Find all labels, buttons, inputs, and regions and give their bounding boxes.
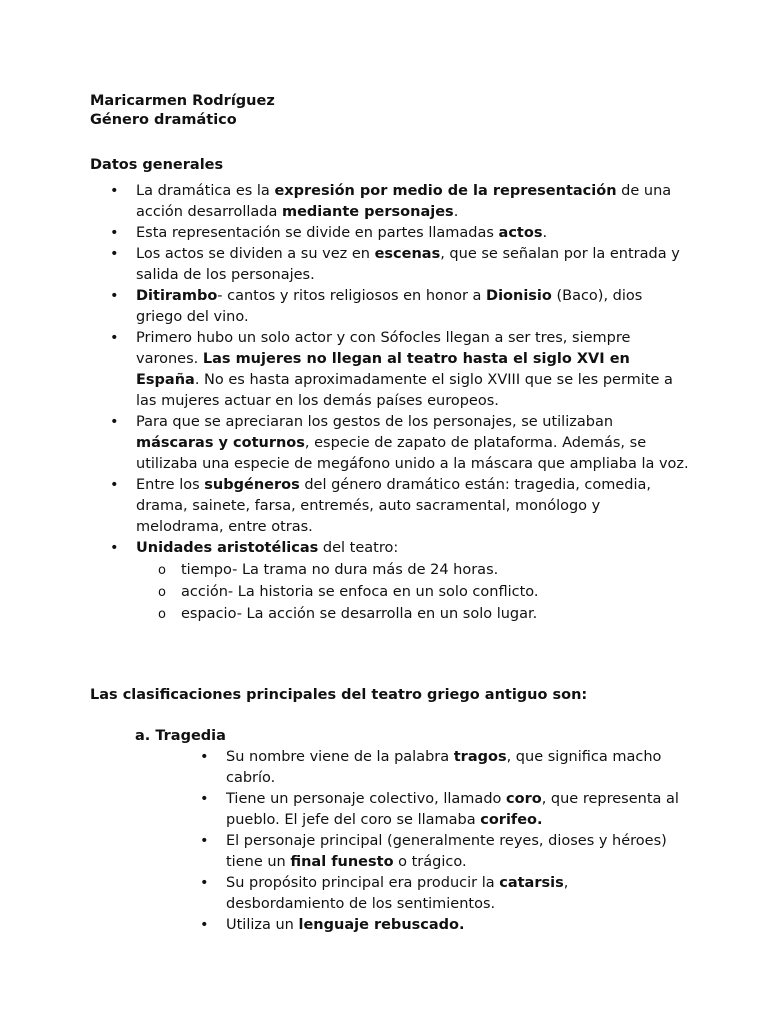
bullet-icon: • [110, 246, 119, 262]
list-item [90, 286, 690, 328]
text-run: El personaje principal (generalmente reyes, dioses y héroes) tiene un [226, 833, 667, 870]
bold-text: lenguaje rebuscado. [298, 917, 465, 933]
section-heading-general: Datos generales [90, 157, 224, 173]
tragedy-bullet-list [180, 747, 680, 936]
bullet-icon: • [200, 833, 209, 849]
bullet-icon: • [110, 183, 119, 199]
bullet-icon: o [158, 607, 166, 622]
text-run: Su propósito principal era producir la [226, 875, 500, 891]
list-item [90, 244, 690, 286]
document-subject: Género dramático [90, 112, 237, 128]
list-item [90, 223, 690, 244]
bullet-icon: • [200, 917, 209, 933]
bold-text: Ditirambo [136, 288, 218, 304]
text-run: . [542, 225, 548, 241]
bullet-icon: • [110, 540, 119, 556]
sub-list-item [136, 560, 690, 581]
author-name: Maricarmen Rodríguez [90, 93, 275, 109]
bold-text: coro [506, 791, 542, 807]
sub-list-item [136, 604, 690, 625]
bold-text: catarsis [499, 875, 564, 891]
bullet-icon: • [110, 330, 119, 346]
bold-text: escenas [374, 246, 441, 262]
text-run: . [453, 204, 459, 220]
list-item [180, 831, 680, 873]
subsection-heading-tragedy: a. Tragedia [135, 728, 226, 744]
bold-text: Unidades aristotélicas [136, 540, 319, 556]
bold-text: mediante personajes [281, 204, 454, 220]
text-run: Entre los [136, 477, 205, 493]
text-run: , que se señalan por la entrada y salida de los personajes. [136, 246, 680, 283]
list-item [90, 412, 690, 475]
text-run: Para que se apreciaran los gestos de los personajes, se utilizaban [136, 414, 614, 430]
bullet-icon: • [110, 414, 119, 430]
unity-text: acción- La historia se enfoca en un solo conflicto. [181, 584, 539, 600]
list-item [90, 328, 690, 412]
unities-sub-list [136, 560, 690, 625]
text-run: Los actos se dividen a su vez en [136, 246, 375, 262]
unity-text: tiempo- La trama no dura más de 24 horas. [181, 562, 499, 578]
bullet-icon: • [110, 225, 119, 241]
text-run: La dramática es la [136, 183, 275, 199]
general-bullet-list [90, 181, 690, 625]
unity-text: espacio- La acción se desarrolla en un solo lugar. [181, 606, 538, 622]
bold-text: corifeo. [480, 812, 543, 828]
bullet-icon: • [200, 749, 209, 765]
section-heading-classifications: Las clasificaciones principales del teatro griego antiguo son: [90, 687, 588, 703]
bullet-icon: • [200, 875, 209, 891]
text-run: , especie de zapato de plataforma. Además, se utilizaba una especie de megáfono unido a la máscara que ampliaba la voz. [136, 435, 689, 472]
text-run: , desbordamiento de los sentimientos. [226, 875, 569, 912]
text-run: del género dramático están: tragedia, comedia, drama, sainete, farsa, entremés, auto sacramental, monólogo y melodrama, entre otras. [136, 477, 652, 535]
bold-text: Dionisio [486, 288, 552, 304]
bold-text: expresión por medio de la representación [274, 183, 617, 199]
list-item [180, 747, 680, 789]
list-item [180, 873, 680, 915]
bold-text: subgéneros [204, 477, 300, 493]
text-run: Tiene un personaje colectivo, llamado [226, 791, 507, 807]
text-run: de una acción desarrollada [136, 183, 672, 220]
text-run: Su nombre viene de la palabra [226, 749, 454, 765]
text-run: , que representa al pueblo. El jefe del coro se llamaba [226, 791, 679, 828]
text-run: Utiliza un [226, 917, 299, 933]
text-run: Primero hubo un solo actor y con Sófocles llegan a ser tres, siempre varones. [136, 330, 631, 367]
bullet-icon: o [158, 563, 166, 578]
bullet-icon: • [110, 477, 119, 493]
bold-text: actos [498, 225, 543, 241]
text-run: del teatro: [318, 540, 399, 556]
bullet-icon: • [110, 288, 119, 304]
text-run: (Baco), dios griego del vino. [136, 288, 643, 325]
text-run: , que significa macho cabrío. [226, 749, 662, 786]
list-item [180, 789, 680, 831]
bold-text: Las mujeres no llegan al teatro hasta el siglo XVI en España [136, 351, 630, 388]
bullet-icon: • [200, 791, 209, 807]
bold-text: tragos [453, 749, 507, 765]
list-item [180, 915, 680, 936]
text-run: - cantos y ritos religiosos en honor a [217, 288, 487, 304]
bold-text: máscaras y coturnos [136, 435, 305, 451]
text-run: o trágico. [393, 854, 467, 870]
text-run: . No es hasta aproximadamente el siglo XVIII que se les permite a las mujeres actuar en los demás países europeos. [136, 372, 673, 409]
bold-text: final funesto [290, 854, 394, 870]
bullet-icon: o [158, 585, 166, 600]
list-item [90, 475, 690, 538]
text-run: Esta representación se divide en partes llamadas [136, 225, 499, 241]
sub-list-item [136, 582, 690, 603]
list-item [90, 181, 690, 223]
list-item [90, 538, 690, 625]
